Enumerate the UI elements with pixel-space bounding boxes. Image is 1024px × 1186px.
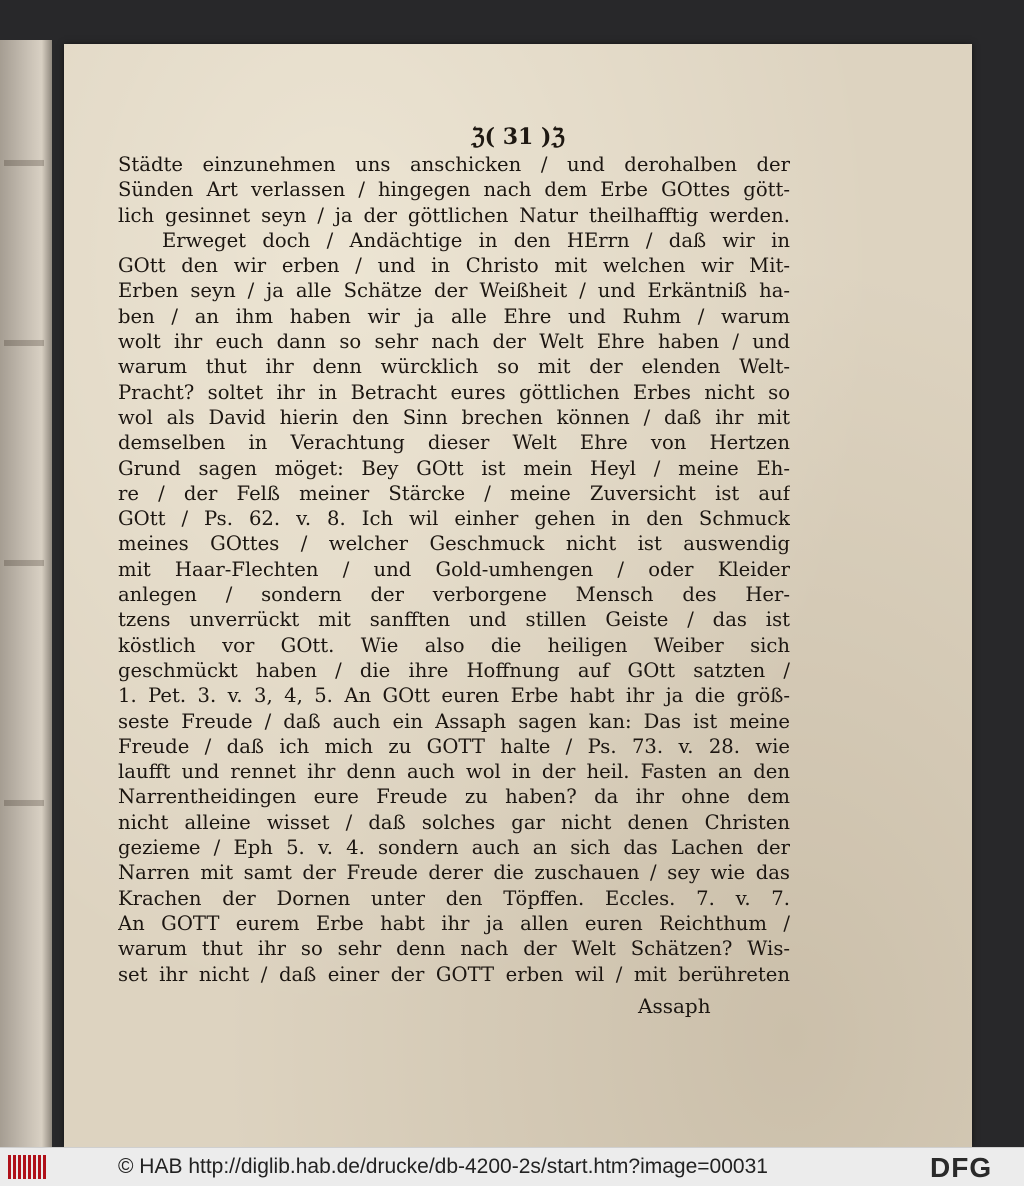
adjacent-page-fragment xyxy=(4,340,44,346)
text-line: 1. Pet. 3. v. 3, 4, 5. An GOtt euren Erbe habt ihr ja die größ- xyxy=(118,684,790,708)
text-line: Pracht? soltet ihr in Betracht eures göttlichen Erbes nicht so xyxy=(118,380,790,404)
text-line: GOtt den wir erben / und in Christo mit welchen wir Mit- xyxy=(118,254,790,278)
copyright-text[interactable]: © HAB http://diglib.hab.de/drucke/db-4200-2s/start.htm?image=00031 xyxy=(118,1155,768,1178)
text-line: Erben seyn / ja alle Schätze der Weißheit / und Erkäntniß ha- xyxy=(118,279,790,303)
text-line: laufft und rennet ihr denn auch wol in der heil. Fasten an den xyxy=(118,760,790,784)
text-line: geschmückt haben / die ihre Hoffnung auf GOtt satzten / xyxy=(118,658,790,682)
text-line: anlegen / sondern der verborgene Mensch des Her- xyxy=(118,583,790,607)
text-line: Grund sagen möget: Bey GOtt ist mein Heyl / meine Eh- xyxy=(118,456,790,480)
text-line: Städte einzunehmen uns anschicken / und derohalben der xyxy=(118,153,790,176)
text-line: nicht alleine wisset / daß solches gar nicht denen Christen xyxy=(118,810,790,834)
text-line: ben / an ihm haben wir ja alle Ehre und Ruhm / warum xyxy=(118,304,790,328)
text-line: seste Freude / daß auch ein Assaph sagen kan: Das ist meine xyxy=(118,709,790,733)
text-line: Erweget doch / Andächtige in den HErrn / daß wir in xyxy=(162,228,790,252)
adjacent-page-fragment xyxy=(4,160,44,166)
text-line: lich gesinnet seyn / ja der göttlichen Natur theilhafftig werden. xyxy=(118,203,790,227)
text-line: wol als David hierin den Sinn brechen können / daß ihr mit xyxy=(118,405,790,429)
catchword: Assaph xyxy=(638,994,711,1018)
text-line: GOtt / Ps. 62. v. 8. Ich wil einher gehen in den Schmuck xyxy=(118,507,790,531)
text-line: Krachen der Dornen unter den Töpffen. Eccles. 7. v. 7. xyxy=(118,886,790,910)
text-line: Sünden Art verlassen / hingegen nach dem Erbe GOttes gött- xyxy=(118,178,790,202)
copyright-link[interactable] xyxy=(118,1155,768,1179)
text-line: Narrentheidingen eure Freude zu haben? da ihr ohne dem xyxy=(118,785,790,809)
text-line: mit Haar-Flechten / und Gold-umhengen / oder Kleider xyxy=(118,557,790,581)
adjacent-page-fragment xyxy=(4,560,44,566)
text-line: wolt ihr euch dann so sehr nach der Welt Ehre haben / und xyxy=(118,330,790,354)
text-line: Narren mit samt der Freude derer die zuschauen / sey wie das xyxy=(118,861,790,885)
body-text xyxy=(118,152,790,987)
text-line: warum thut ihr denn würcklich so mit der elenden Welt- xyxy=(118,355,790,379)
book-page xyxy=(64,44,972,1147)
dfg-logo: DFG xyxy=(930,1152,993,1183)
text-line: gezieme / Eph 5. v. 4. sondern auch an sich das Lachen der xyxy=(118,836,790,860)
page-number-header: ℨ( 31 )ℨ xyxy=(471,124,565,150)
text-line: re / der Felß meiner Stärcke / meine Zuversicht ist auf xyxy=(118,481,790,505)
text-line: Freude / daß ich mich zu GOTT halte / Ps. 73. v. 28. wie xyxy=(118,734,790,758)
text-line: set ihr nicht / daß einer der GOTT erben wil / mit berühreten xyxy=(118,962,790,986)
text-line: meines GOttes / welcher Geschmuck nicht ist auswendig xyxy=(118,532,790,556)
text-line: An GOTT eurem Erbe habt ihr ja allen euren Reichthum / xyxy=(118,911,790,935)
text-line: warum thut ihr so sehr denn nach der Welt Schätzen? Wis- xyxy=(118,937,790,961)
adjacent-page-edge xyxy=(0,40,52,1147)
text-line: köstlich vor GOtt. Wie also die heiligen Weiber sich xyxy=(118,633,790,657)
text-line: demselben in Verachtung dieser Welt Ehre von Hertzen xyxy=(118,431,790,455)
text-line: tzens unverrückt mit sanfften und stillen Geiste / das ist xyxy=(118,608,790,632)
footer-bar xyxy=(0,1147,1024,1186)
adjacent-page-fragment xyxy=(4,800,44,806)
barcode-icon xyxy=(8,1155,48,1179)
